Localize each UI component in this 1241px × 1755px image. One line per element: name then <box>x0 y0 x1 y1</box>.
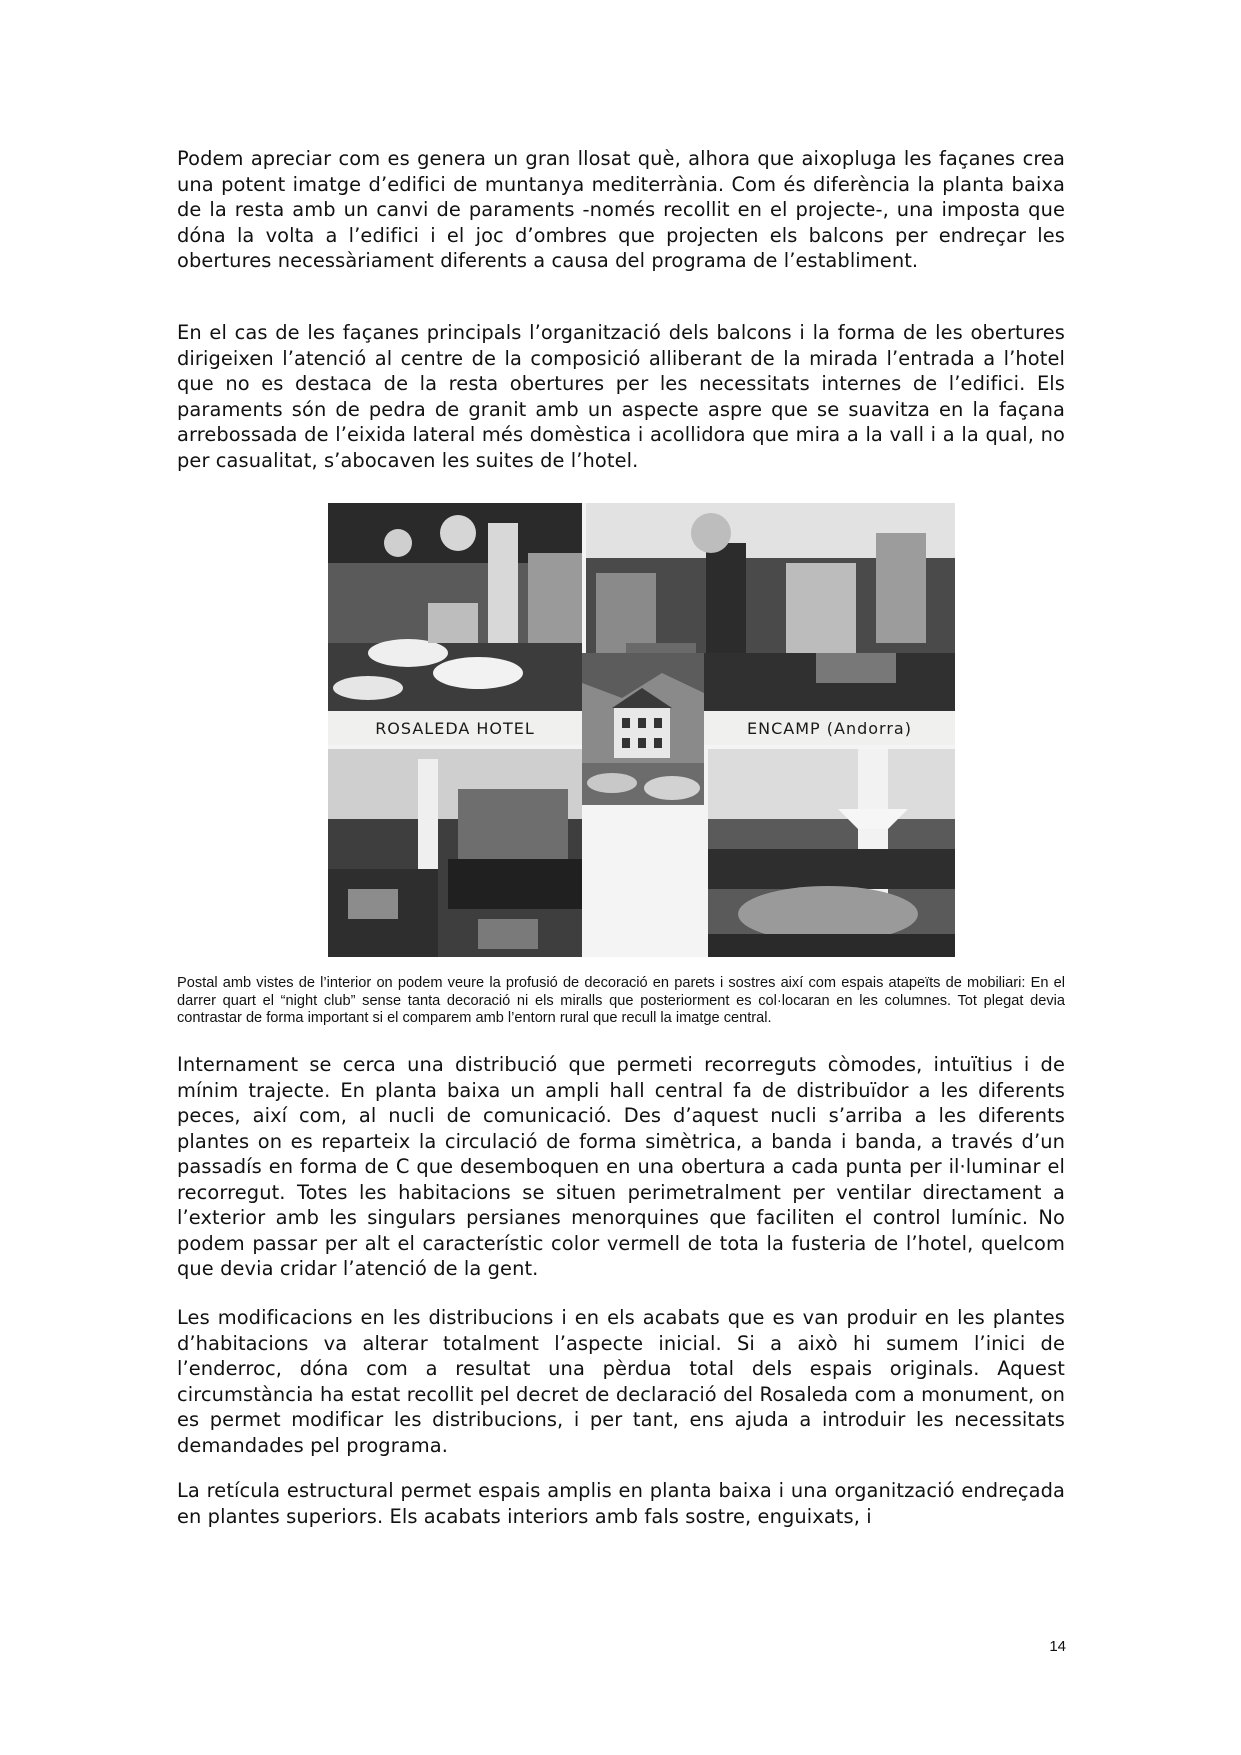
bar-photo <box>328 749 582 957</box>
body-paragraph-1: Podem apreciar com es genera un gran llosat què, alhora que aixopluga les façanes crea una potent imatge d’edifici de muntanya mediterrània. Com és diferència la planta baixa de la resta amb un canvi de paraments -només recollit en el projecte-, una imposta que dóna la volta a l’edifici i el joc d’ombres que projecten els balcons per endreçar les obertures necessàriament diferents a causa del programa de l’establiment. <box>177 147 1065 272</box>
figure-caption: Postal amb vistes de l’interior on podem veure la profusió de decoració en parets i sostres així com espais atapeïts de mobiliari: En el darrer quart el “night club” sense tanta decoració ni els miralls que posteriorment es col·locaran en les columnes. Tot plegat devia contrastar de forma important si el comparem amb l’entorn rural que recull la imatge central. <box>177 975 1065 1026</box>
body-paragraph-5: La retícula estructural permet espais amplis en planta baixa i una organització endreçada en plantes superiors. Els acabats interiors amb fals sostre, enguixats, i <box>177 1479 1065 1528</box>
page-number: 14 <box>1049 1638 1066 1655</box>
body-paragraph-2: En el cas de les façanes principals l’organització dels balcons i la forma de les obertures dirigeixen l’atenció al centre de la composició alliberant de la mirada l’entrada a l’hotel que no es destaca de la resta obertures per les necessitats internes de l’edifici. Els paraments són de pedra de granit amb un aspecte aspre que se suavitza en la façana arrebossada de l’eixida lateral més domèstica i acollidora que mira a la vall i a la qual, no per casualitat, s’abocaven les suites de l’hotel. <box>177 321 1065 472</box>
body-paragraph-4: Les modificacions en les distribucions i en els acabats que es van produir en les plantes d’habitacions va alterar totalment l’aspecte inicial. Si a això hi sumem l’inici de l’enderroc, dóna com a resultat una pèrdua total dels espais originals. Aquest circumstància ha estat recollit pel decret de declaració del Rosaleda com a monument, on es permet modificar les distribucions, i per tant, ens ajuda a introduir les necessitats demandades pel programa. <box>177 1306 1065 1457</box>
postcard-label-left: ROSALEDA HOTEL <box>328 711 582 745</box>
postcard-label-right: ENCAMP (Andorra) <box>704 711 955 745</box>
night-club-photo <box>708 749 955 957</box>
body-paragraph-3: Internament se cerca una distribució que permeti recorreguts còmodes, intuïtius i de mínim trajecte. En planta baixa un ampli hall central fa de distribuïdor a les diferents peces, així com, al nucli de comunicació. Des d’aquest nucli s’arriba a les diferents plantes on es reparteix la circulació de forma simètrica, a banda i banda, a través d’un passadís en forma de C que desemboquen en una obertura a cada punta per il·luminar el recorregut. Totes les habitacions se situen perimetralment per ventilar directament a l’exterior amb les singulars persianes menorquines que faciliten el control lumínic. No podem passar per alt el característic color vermell de tota la fusteria de l’hotel, quelcom que devia cridar l’atenció de la gent. <box>177 1053 1065 1280</box>
hotel-postcard-image <box>328 503 955 957</box>
hotel-exterior-photo <box>582 653 704 805</box>
dining-room-photo <box>328 503 582 711</box>
